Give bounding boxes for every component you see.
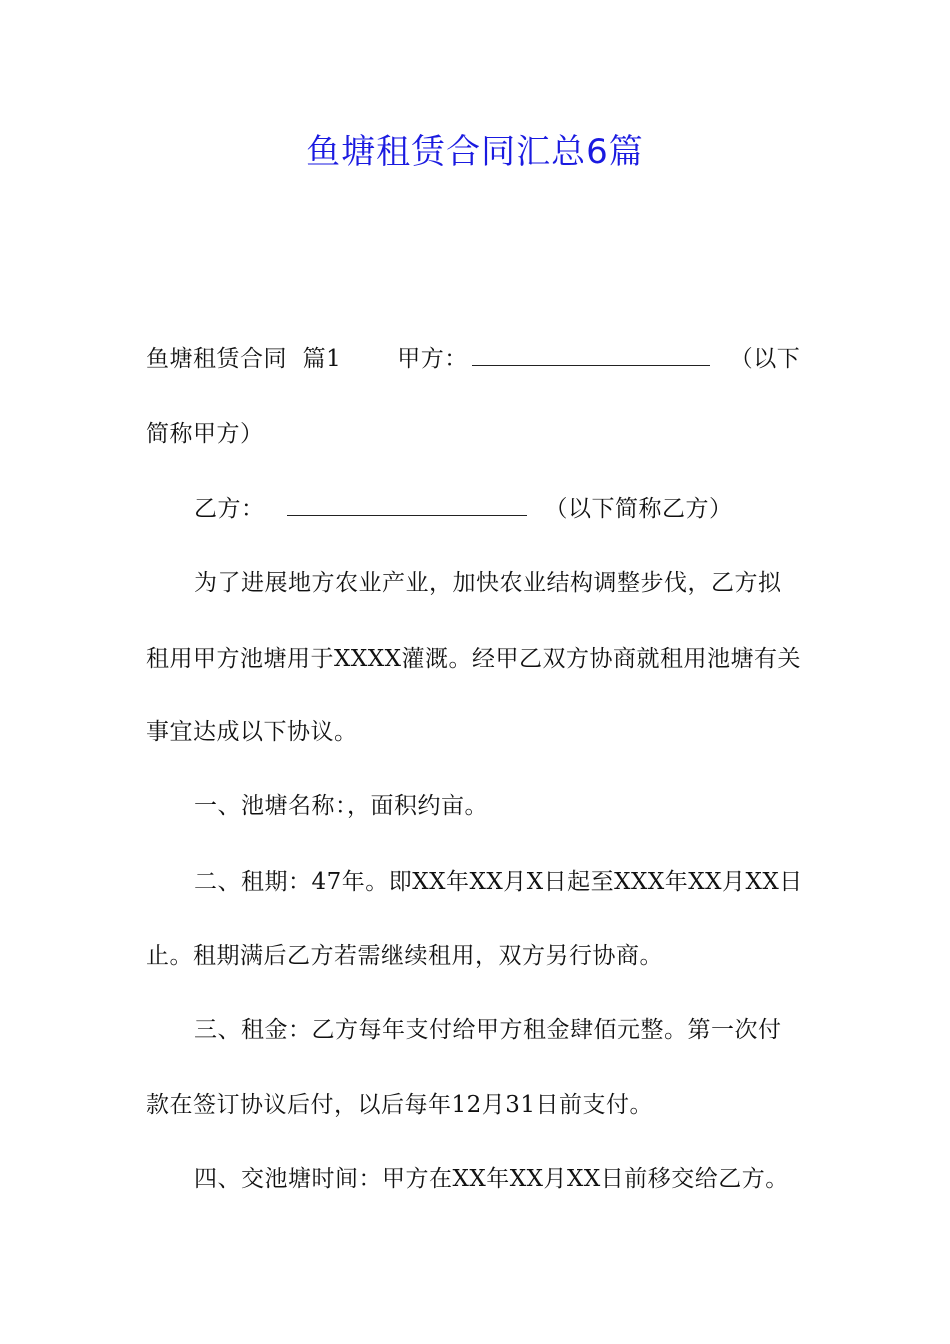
paragraph-line: 为了进展地方农业产业，加快农业结构调整步伐，乙方拟 xyxy=(194,570,782,596)
party-b-blank xyxy=(287,495,527,516)
document-title: 鱼塘租赁合同汇总6篇 xyxy=(306,132,644,172)
contract-heading: 鱼塘租赁合同 篇1 xyxy=(146,346,342,372)
paragraph-line: 止。租期满后乙方若需继续租用，双方另行协商。 xyxy=(146,943,663,969)
party-b-line xyxy=(194,493,810,525)
party-a-suffix-line: 简称甲方） xyxy=(146,421,264,447)
paragraph-line: 款在签订协议后付，以后每年12月31日前支付。 xyxy=(146,1092,654,1118)
party-a-label: 甲方： xyxy=(397,346,468,372)
clause-handover: 四、交池塘时间：甲方在XX年XX月XX日前移交给乙方。 xyxy=(194,1166,789,1192)
party-b-label: 乙方： xyxy=(194,496,265,522)
paragraph-line: 租用甲方池塘用于XXXX灌溉。经甲乙双方协商就租用池塘有关 xyxy=(146,646,801,672)
paragraph-line: 事宜达成以下协议。 xyxy=(146,719,358,745)
clause-rent: 三、租金：乙方每年支付给甲方租金肆佰元整。第一次付 xyxy=(194,1017,782,1043)
party-a-blank xyxy=(472,345,710,366)
party-a-suffix: （以下 xyxy=(729,346,801,372)
clause-pond-name: 一、池塘名称：，面积约亩。 xyxy=(194,793,488,819)
clause-lease-term: 二、租期：47年。即XX年XX月X日起至XXX年XX月XX日 xyxy=(194,869,803,895)
party-b-suffix: （以下简称乙方） xyxy=(544,496,733,522)
party-a-line xyxy=(146,343,810,375)
